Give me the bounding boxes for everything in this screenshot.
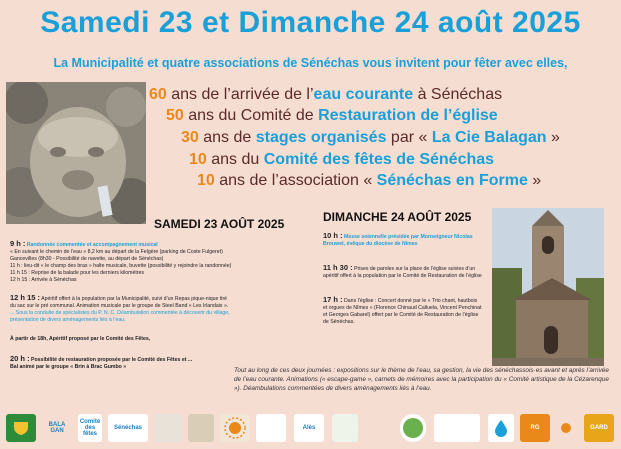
anniversary-highlight: La Cie Balagan (431, 129, 547, 146)
anniversary-text: ans de (198, 129, 256, 146)
anniversary-text: ans de l’arrivée de l’ (166, 86, 314, 103)
event-text: Dans l’église : Concert donné par le « Trio chant, hautbois et orgues de Nîmes » (Florence Chinaud Calluela, Vincent Penchinat et Georges Gabarel) offert par le Comité de Restauration de l’église de Sénéchas. (323, 298, 482, 325)
gard-logo: GARD (584, 414, 614, 442)
restauration-logo (154, 414, 182, 442)
event-text: Possibilité de restauration proposée par le Comité des Fêtes et ... (31, 357, 193, 363)
anniversary-years: 10 (197, 172, 215, 189)
sunday-event (323, 264, 483, 280)
event-text: 11 h 15 : Reprise de la balade pour les derniers kilomètres (10, 270, 144, 276)
anniversary-line (197, 172, 541, 190)
anniversary-years: 10 (189, 151, 207, 168)
poster-subtitle: La Municipalité et quatre associations de Sénéchas vous invitent pour fêter avec elles, (53, 56, 568, 70)
sun-small-logo (556, 414, 576, 442)
event-text: 11 h : lieu-dit « le champ des bras » halte musicale, buvette (possibilité y rejoindre la randonnée) (10, 263, 232, 269)
event-text: « En suivant le chemin de l’eau » 8,2 km au départ de la Felgère (parking de Coste Fulgeret) (10, 249, 223, 255)
anniversary-line (166, 107, 498, 125)
saturday-event (10, 240, 232, 284)
saturday-heading: SAMEDI 23 AOÛT 2025 (154, 217, 285, 231)
event-text: Gancevilles (8h30 - Possibilité de navette, au départ de Sénéchas) (10, 256, 164, 262)
anniversary-highlight: Sénéchas en Forme (376, 172, 528, 189)
sunday-event (323, 232, 483, 248)
senechas-logo: Sénéchas (108, 414, 148, 442)
anniversary-line (189, 151, 494, 169)
event-text: Prises de paroles sur la place de l’église suivies d’un apéritif offert à la population par le Comité de Restauration de l’église (323, 266, 482, 279)
event-time: 11 h 30 : (323, 263, 353, 272)
anniversary-text: » (546, 129, 560, 146)
sunday-heading: DIMANCHE 24 AOÛT 2025 (323, 210, 472, 224)
event-text: Apéritif offert à la population par la Municipalité, suivi d’un Repas pique-nique tiré du sac sur le pré communal. Animation musicale par le groupe de Steel Band « Les Irlandais ». (10, 296, 229, 309)
anniversary-years: 30 (181, 129, 199, 146)
eglise-logo (188, 414, 214, 442)
fountain-photo (6, 82, 146, 224)
anniversary-highlight: Comité des fêtes de Sénéchas (263, 151, 495, 168)
event-text: ... Sous la conduite de spécialistes du P. N. C. Déambulation commentée à découvrir du village, présentation de divers aménagements liés à l’eau. (10, 310, 230, 323)
sponsor-logos (0, 408, 621, 449)
senechas-coat-of-arms (6, 414, 36, 442)
balagan-logo: BALA GAN (44, 414, 70, 442)
anniversary-years: 50 (166, 107, 184, 124)
cevennes-logo (332, 414, 358, 442)
region-logo (256, 414, 286, 442)
footnote: Tout au long de ces deux journées : expositions sur le thème de l’eau, sa gestion, la vie des sénéchassois·es avant et après l’arrivée de l’eau courante. Animations (« escape-game », carnets de mémoires avec la participation du « Comité artistique de la Cézarenque »). Déambulations commentées de divers aménagements liés à l’eau. (234, 367, 609, 392)
poster-title: Samedi 23 et Dimanche 24 août 2025 (40, 6, 581, 39)
vert-logo (400, 414, 426, 442)
anniversary-text: ans du (206, 151, 264, 168)
sunday-program (323, 232, 483, 330)
event-time: 17 h : (323, 295, 343, 304)
anniversary-highlight: Restauration de l’église (318, 107, 498, 124)
event-time: 20 h : (10, 354, 30, 363)
event-time: 9 h : (10, 239, 26, 248)
rg-logo: RG (520, 414, 550, 442)
event-text: À partir de 18h, Apéritif proposé par le Comité des Fêtes, (10, 336, 151, 342)
saturday-event (10, 336, 232, 343)
anniversary-text: à Sénéchas (413, 86, 503, 103)
event-title: Randonnée commentée et accompagnement musical (26, 242, 158, 248)
water-logo (488, 414, 514, 442)
anniversary-highlight: eau courante (313, 86, 414, 103)
anniversary-years: 60 (149, 86, 167, 103)
ales-logo: Alès (294, 414, 324, 442)
saturday-event (10, 355, 232, 371)
event-time: 10 h : (323, 231, 343, 240)
anniversary-text: par « (386, 129, 432, 146)
event-text: Bal animé par le groupe « Brin à Brac Gumbo » (10, 364, 127, 370)
event-time: 12 h 15 : (10, 293, 41, 302)
event-text: Messe solennelle présidée par Monseigneur Nicolas Brouwet, évêque du diocèse de Nîmes (323, 234, 473, 247)
anniversary-line (181, 129, 560, 147)
church-photo (492, 208, 604, 366)
saturday-program (10, 240, 232, 375)
sunday-event (323, 296, 483, 326)
anniversary-text: ans du Comité de (183, 107, 319, 124)
saturday-event (10, 294, 232, 324)
anniversary-text: ans de l’association « (214, 172, 377, 189)
sun-logo (220, 414, 250, 442)
event-text: 12 h 15 : Arrivée à Sénéchas (10, 277, 77, 283)
radio-logo (434, 414, 480, 442)
anniversary-text: » (527, 172, 542, 189)
comite-fetes-logo: Comité des fêtes (78, 414, 102, 442)
anniversary-line (149, 86, 502, 104)
anniversary-highlight: stages organisés (255, 129, 387, 146)
